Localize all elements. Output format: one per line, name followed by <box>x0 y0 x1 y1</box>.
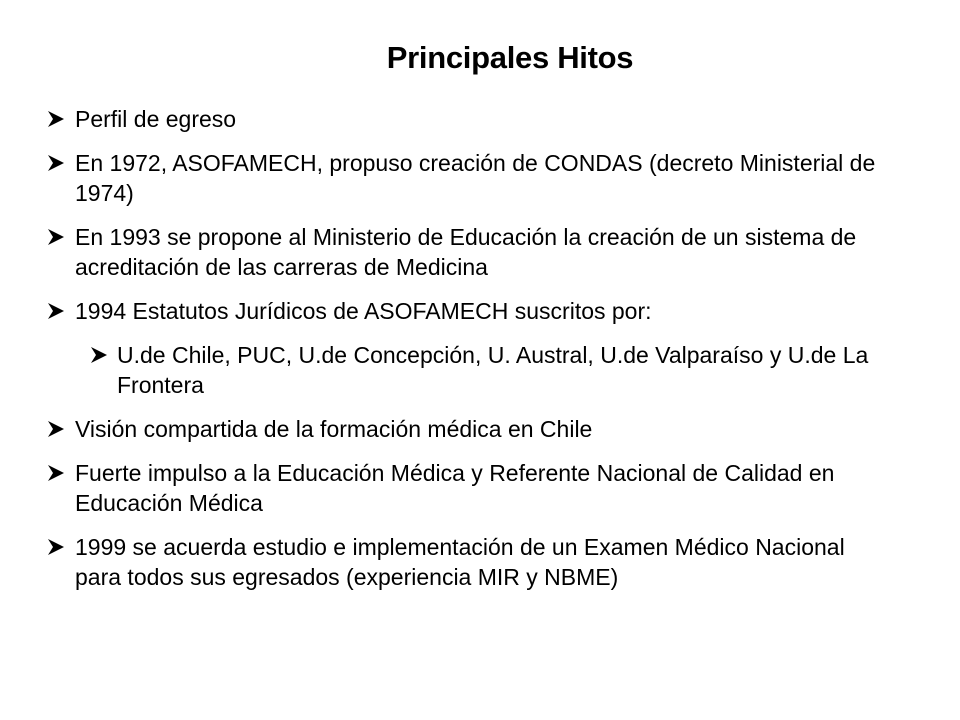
bullet-text: En 1993 se propone al Ministerio de Educación la creación de un sistema de acreditación de las carreras de Medicina <box>75 224 857 280</box>
bullet-item <box>0 222 960 282</box>
arrowhead-bullet-icon <box>47 229 65 245</box>
bullet-item <box>0 458 960 518</box>
arrowhead-bullet-icon <box>47 303 65 319</box>
bullet-item <box>0 532 960 592</box>
bullet-text: U.de Chile, PUC, U.de Concepción, U. Austral, U.de Valparaíso y U.de La Frontera <box>117 342 869 398</box>
arrowhead-bullet-icon <box>47 539 65 555</box>
arrowhead-bullet-icon <box>90 347 108 363</box>
bullet-item <box>0 414 960 444</box>
bullet-item <box>0 296 960 326</box>
bullet-text: En 1972, ASOFAMECH, propuso creación de CONDAS (decreto Ministerial de 1974) <box>75 150 876 206</box>
bullet-text: Perfil de egreso <box>75 106 237 132</box>
slide-title: Principales Hitos <box>386 40 634 75</box>
bullet-text: 1994 Estatutos Jurídicos de ASOFAMECH suscritos por: <box>75 298 652 324</box>
bullet-item <box>0 148 960 208</box>
arrowhead-bullet-icon <box>47 111 65 127</box>
bullet-text: 1999 se acuerda estudio e implementación de un Examen Médico Nacional para todos sus egresados (experiencia MIR y NBME) <box>75 534 845 590</box>
bullet-text: Fuerte impulso a la Educación Médica y Referente Nacional de Calidad en Educación Médica <box>75 460 835 516</box>
bullet-text: Visión compartida de la formación médica en Chile <box>75 416 593 442</box>
sub-bullet-item <box>0 340 960 400</box>
arrowhead-bullet-icon <box>47 421 65 437</box>
bullet-list <box>0 104 960 606</box>
arrowhead-bullet-icon <box>47 465 65 481</box>
arrowhead-bullet-icon <box>47 155 65 171</box>
bullet-item <box>0 104 960 134</box>
